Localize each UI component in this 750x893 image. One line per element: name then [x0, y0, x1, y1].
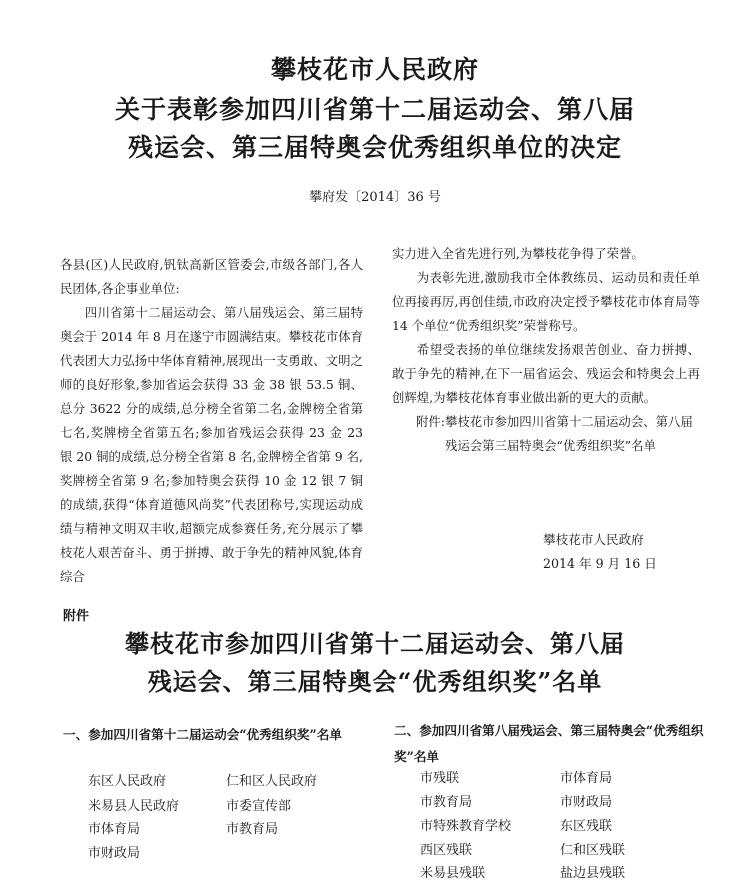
attachment-text: 攀枝花市参加四川省第十二届运动会、第八届残运会第三届特奥会“优秀组织奖”名单: [444, 414, 693, 453]
list-item: 市体育局: [88, 822, 141, 837]
paragraph-results: 四川省第十二届运动会、第八届残运会、第三届特奥会于 2014 年 8 月在遂宁市圆满结束。攀枝花市体育代表团大力弘扬中华体育精神,展现出一支勇敢、文明之师的良好形象,参加省运会获得 33 金 38 银 53.5 铜、总分 3622 分的成绩,总分榜全省第二名,金牌榜全省第七名,奖牌榜全省第五名;参加省残运会获得 23 金 23 银 20 铜的成绩,总分榜全省第 8 名,金牌榜全省第 9 名,奖牌榜全省第 9 名;参加特奥会获得 10 金 12 银 7 铜的成绩,获得“体育道德风尚奖”代表团称号,实现运动成绩与精神文明双丰收,超额完成参赛任务,充分展示了攀枝花人艰苦奋斗、勇于拼搏、敢于争先的精神风貌,体育综合: [60, 305, 363, 584]
signature-date: 2014 年 9 月 16 日: [543, 556, 657, 571]
list-item: 仁和区残联: [560, 843, 626, 858]
list-item: 市教育局: [226, 822, 279, 837]
paragraph-continuation: 实力进入全省先进行列,为攀枝花争得了荣誉。: [392, 246, 644, 261]
doc-title-line1: 攀枝花市人民政府: [270, 55, 479, 84]
section1-heading: 一、参加四川省第十二届运动会“优秀组织奖”名单: [63, 727, 342, 742]
doc-title-line2: 关于表彰参加四川省第十二届运动会、第八届: [114, 95, 635, 124]
list-item: 东区人民政府: [88, 774, 167, 789]
list-item: 市财政局: [88, 846, 141, 861]
doc-title-line3: 残运会、第三届特奥会优秀组织单位的决定: [127, 133, 622, 162]
list-item: 市委宣传部: [226, 799, 292, 814]
signature-org: 攀枝花市人民政府: [543, 532, 644, 547]
list-item: 市特殊教育学校: [420, 819, 512, 834]
list-item: 市体育局: [560, 771, 613, 786]
right-column: [392, 242, 700, 458]
appendix-title-line2: 残运会、第三届特奥会“优秀组织奖”名单: [147, 667, 603, 696]
list-item: 盐边县残联: [560, 866, 626, 881]
left-column: [60, 253, 363, 589]
list-item: 米易县残联: [420, 866, 486, 881]
list-item: 仁和区人民政府: [226, 774, 318, 789]
list-item: 市教育局: [420, 795, 473, 810]
addressee: 各县(区)人民政府,钒钛高新区管委会,市级各部门,各人民团体,各企事业单位:: [60, 257, 363, 296]
appendix-label: 附件: [63, 609, 90, 624]
appendix-title-line1: 攀枝花市参加四川省第十二届运动会、第八届: [125, 629, 625, 658]
list-item: 米易县人民政府: [88, 799, 180, 814]
list-item: 东区残联: [560, 819, 613, 834]
list-item: 西区残联: [420, 843, 473, 858]
paragraph-award: 为表彰先进,激励我市全体教练员、运动员和责任单位再接再厉,再创佳绩,市政府决定授予攀枝花市体育局等 14 个单位“优秀组织奖”荣誉称号。: [392, 270, 700, 333]
attachment-note: [392, 410, 700, 458]
doc-number: 攀府发〔2014〕36 号: [309, 190, 441, 205]
paragraph-hope: 希望受表扬的单位继续发扬艰苦创业、奋力拼搏、敢于争先的精神,在下一届省运会、残运会和特奥会上再创辉煌,为攀枝花体育事业做出新的更大的贡献。: [392, 342, 700, 405]
list-item: 市财政局: [560, 795, 613, 810]
attachment-label: 附件:: [416, 414, 445, 429]
section2-heading: 二、参加四川省第八届残运会、第三届特奥会“优秀组织奖”名单: [394, 723, 704, 764]
list-item: 市残联: [420, 771, 460, 786]
